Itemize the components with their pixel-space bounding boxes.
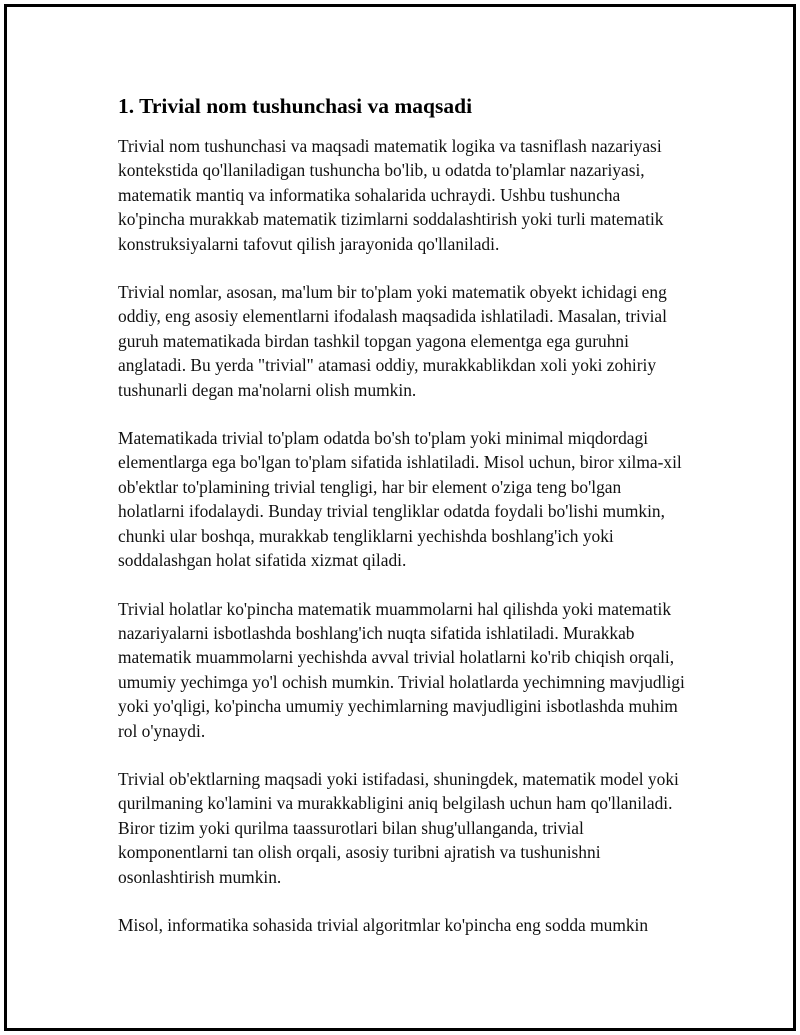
section-heading: 1. Trivial nom tushunchasi va maqsadi xyxy=(118,94,473,118)
paragraph-6: Misol, informatika sohasida trivial algoritmlar ko'pincha eng sodda mumkin xyxy=(118,914,649,935)
paragraph-4: Trivial holatlar ko'pincha matematik muammolarni hal qilishda yoki matematik nazariyalarni isbotlashda boshlang'ich nuqta sifatida ishlatiladi. Murakkab matematik muammolarni yechishda avval trivial holatlarni ko'rib chiqish orqali, umumiy yechimga yo'l ochish mumkin. Trivial holatlarda yechimning mavjudligi yoki yo'qligi, ko'pincha umumiy yechimlarning mavjudligini isbotlashda muhim rol o'ynaydi. xyxy=(118,598,685,741)
paragraph-1: Trivial nom tushunchasi va maqsadi matematik logika va tasniflash nazariyasi kontekstida qo'llaniladigan tushuncha bo'lib, u odatda to'plamlar nazariyasi, matematik mantiq va informatika sohalarida uchraydi. Ushbu tushuncha ko'pincha murakkab matematik tizimlarni soddalashtirish yoki turli matematik konstruksiyalarni tafovut qilish jarayonida qo'llaniladi. xyxy=(118,136,664,254)
paragraph-5: Trivial ob'ektlarning maqsadi yoki istifadasi, shuningdek, matematik model yoki qurilmaning ko'lamini va murakkabligini aniq belgilash uchun ham qo'llaniladi. Biror tizim yoki qurilma taassurotlari bilan shug'ullanganda, trivial komponentlarni tan olish orqali, asosiy turibni ajratish va tushunishni osonlashtirish mumkin. xyxy=(118,768,679,887)
document-body xyxy=(118,92,688,961)
paragraph-2: Trivial nomlar, asosan, ma'lum bir to'plam yoki matematik obyekt ichidagi eng oddiy, eng asosiy elementlarni ifodalash maqsadida ishlatiladi. Masalan, trivial guruh matematikada birdan tashkil topgan yagona elementga ega guruhni anglatadi. Bu yerda "trivial" atamasi oddiy, murakkablikdan xoli yoki zohiriy tushunarli degan ma'nolarni olish mumkin. xyxy=(118,282,667,400)
paragraph-3: Matematikada trivial to'plam odatda bo'sh to'plam yoki minimal miqdordagi elementlarga ega bo'lgan to'plam sifatida ishlatiladi. Misol uchun, biror xilma-xil ob'ektlar to'plamining trivial tengligi, har bir element o'ziga teng bo'lgan holatlarni ifodalaydi. Bunday trivial tengliklar odatda foydali bo'lishi mumkin, chunki ular boshqa, murakkab tengliklarni yechishda boshlang'ich yoki soddalashgan holat sifatida xizmat qiladi. xyxy=(118,428,682,571)
